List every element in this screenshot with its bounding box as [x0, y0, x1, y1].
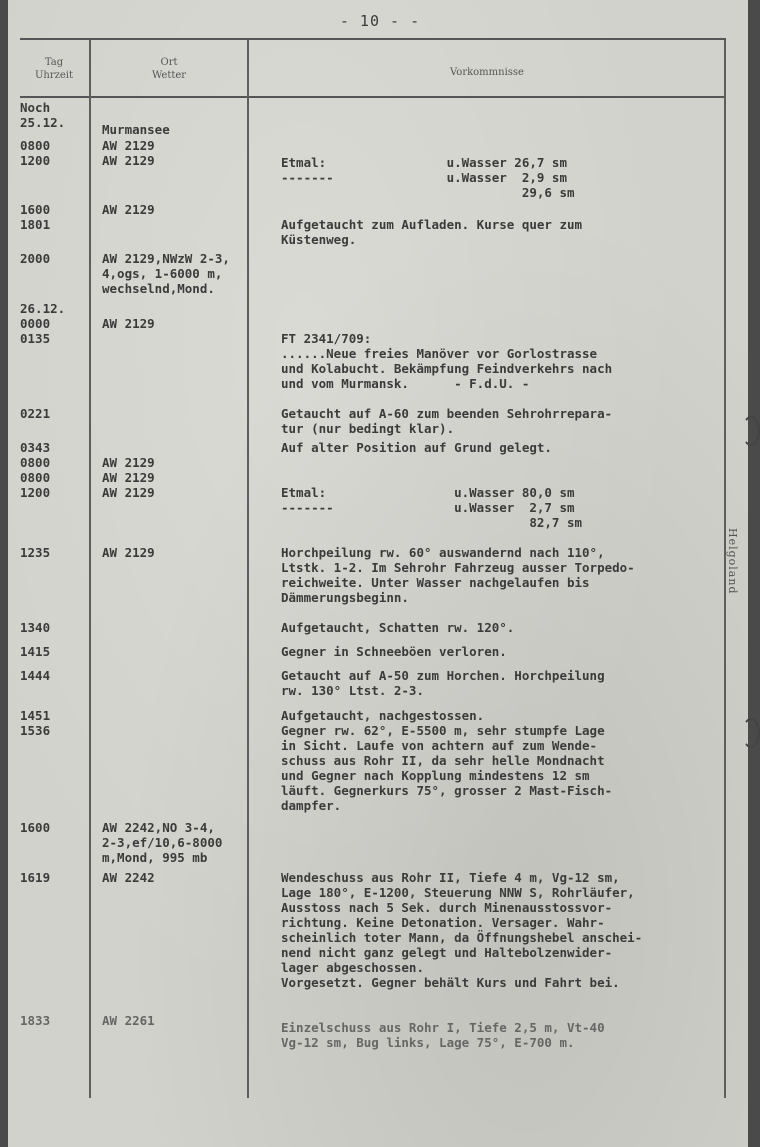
row-event: Einzelschuss aus Rohr I, Tiefe 2,5 m, Vt-40 Vg-12 sm, Bug links, Lage 75°, E-700 m.	[281, 1020, 605, 1050]
row-place: AW 2129	[102, 316, 155, 331]
header-weather: Wetter	[151, 70, 187, 81]
row-time: 0800 1200	[20, 138, 51, 168]
row-place: AW 2242,NO 3-4, 2-3,ef/10,6-8000 m,Mond, 995 mb	[102, 820, 223, 865]
row-time: 1415	[20, 644, 51, 659]
row-place: AW 2129	[102, 202, 155, 217]
header-place: Ort	[160, 57, 178, 68]
row-event: Horchpeilung rw. 60° auswandernd nach 110°, Ltstk. 1-2. Im Sehrohr Fahrzeug ausser Torpedo- reichweite. Unter Wasser nachgelaufen bis Dämmerungsbeginn.	[281, 545, 635, 605]
row-place: AW 2261	[102, 1013, 155, 1028]
header-time: Uhrzeit	[34, 70, 74, 81]
row-time: 0221	[20, 406, 51, 421]
row-time: 1600 1801	[20, 202, 51, 232]
row-time: Noch 25.12.	[20, 100, 66, 130]
column-divider-2	[247, 40, 249, 1098]
row-time: 1235	[20, 545, 51, 560]
row-time: 1444	[20, 668, 51, 683]
row-time: 26.12. 0000 0135	[20, 301, 66, 346]
header-date-time	[20, 56, 88, 82]
row-time: 1340	[20, 620, 51, 635]
header-events: Vorkommnisse	[450, 67, 524, 78]
binder-hole-bottom	[742, 718, 760, 748]
row-time: 1451 1536	[20, 708, 51, 738]
row-event: Aufgetaucht, Schatten rw. 120°.	[281, 620, 515, 635]
column-divider-1	[89, 40, 91, 1098]
header-bottom-rule	[20, 96, 726, 98]
row-time: 0343 0800 0800 1200	[20, 440, 51, 500]
row-event: Etmal: u.Wasser 26,7 sm ------- u.Wasser 2,9 sm 29,6 sm	[281, 155, 575, 200]
side-label: Helgoland	[726, 528, 739, 595]
row-event: Aufgetaucht zum Aufladen. Kurse quer zum Küstenweg.	[281, 217, 583, 247]
row-time: 1619	[20, 870, 51, 885]
header-top-rule	[20, 38, 726, 40]
row-time: 1833	[20, 1013, 51, 1028]
row-event: Aufgetaucht, nachgestossen. Gegner rw. 62°, E-5500 m, sehr stumpfe Lage in Sicht. Laufe von achtern auf zum Wende- schuss aus Rohr II, da sehr helle Mondnacht und Gegner nach Kopplung mindestens 12 sm läuft. Gegnerkurs 75°, grosser 2 Mast-Fisch- dampfer.	[281, 708, 613, 813]
row-time: 2000	[20, 251, 51, 266]
row-event: Gegner in Schneeböen verloren.	[281, 644, 507, 659]
row-place: AW 2129 AW 2129	[102, 138, 155, 168]
header-place-weather	[92, 56, 246, 82]
row-time: 1600	[20, 820, 51, 835]
row-event: Auf alter Position auf Grund gelegt. Etmal: u.Wasser 80,0 sm ------- u.Wasser 2,7 sm 82,7 sm	[281, 440, 583, 530]
binder-hole-top	[742, 416, 760, 446]
row-event: FT 2341/709: ......Neue freies Manöver vor Gorlostrasse und Kolabucht. Bekämpfung Feindverkehrs nach und vom Murmansk. - F.d.U. -	[281, 331, 613, 391]
page-number: - 10 - -	[339, 12, 421, 30]
row-event: Wendeschuss aus Rohr II, Tiefe 4 m, Vg-12 sm, Lage 180°, E-1200, Steuerung NNW S, Rohrläufer, Ausstoss nach 5 Sek. durch Minenausstossvor- richtung. Keine Detonation. Versager. Wahr- scheinlich toter Mann, da Öffnungshebel anschei- nend nicht ganz gelegt und Haltebolzenwider- lager abgeschossen. Vorgesetzt. Gegner behält Kurs und Fahrt bei.	[281, 870, 643, 990]
row-event: Getaucht auf A-50 zum Horchen. Horchpeilung rw. 130° Ltst. 2-3.	[281, 668, 605, 698]
header-date: Tag	[44, 57, 64, 68]
row-place: AW 2242	[102, 870, 155, 885]
row-place: AW 2129	[102, 545, 155, 560]
row-place: AW 2129 AW 2129 AW 2129	[102, 455, 155, 500]
row-place: AW 2129,NWzW 2-3, 4,ogs, 1-6000 m, wechselnd,Mond.	[102, 251, 230, 296]
row-place: Murmansee	[102, 122, 170, 137]
row-event: Getaucht auf A-60 zum beenden Sehrohrrepara- tur (nur bedingt klar).	[281, 406, 613, 436]
